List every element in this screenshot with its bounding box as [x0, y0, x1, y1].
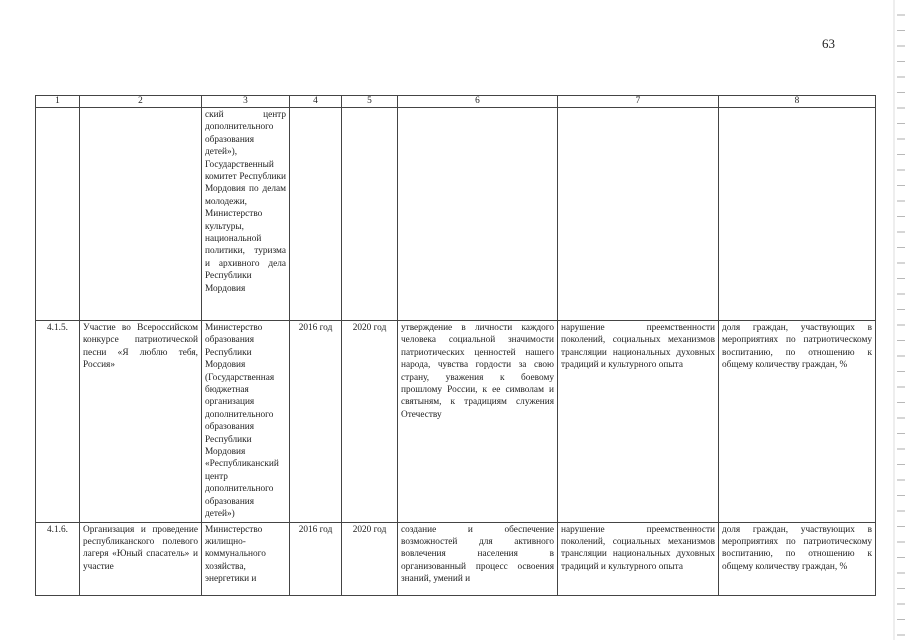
cell-result: создание и обеспечение возможностей для активного вовлечения населения в организованный процесс освоения знаний, умений и	[398, 522, 558, 595]
cell-indicator: доля граждан, участвующих в мероприятиях по патриотическому воспитанию, по отношению к общему количеству граждан, %	[719, 522, 876, 595]
scan-edge-line	[893, 0, 895, 640]
col-header-4: 4	[290, 96, 342, 108]
col-header-5: 5	[342, 96, 398, 108]
cell-end: 2020 год	[342, 522, 398, 595]
cell-executors: Министерство жилищно-коммунального хозяйства, энергетики и	[202, 522, 290, 595]
col-header-3: 3	[202, 96, 290, 108]
cell-result: утверждение в личности каждого человека социальной значимости патриотических ценностей нашего народа, чувства гордости за свою страну, уважения к боевому прошлому России, к ее символам и святыням, к традициям служения Отечеству	[398, 321, 558, 523]
cell-num: 4.1.5.	[36, 321, 80, 523]
cell-indicator	[719, 108, 876, 321]
page-number: 63	[822, 36, 835, 51]
cell-start: 2016 год	[290, 522, 342, 595]
cell-num	[36, 108, 80, 321]
cell-event	[80, 108, 202, 321]
cell-start	[290, 108, 342, 321]
cell-consequence	[558, 108, 719, 321]
scan-edge-artifact	[897, 0, 905, 640]
header-row	[36, 96, 876, 108]
table-row	[36, 108, 876, 321]
cell-consequence: нарушение преемственности поколений, социальных механизмов трансляции национальных духовных традиций и культурного опыта	[558, 321, 719, 523]
cell-start: 2016 год	[290, 321, 342, 523]
cell-executors: Министерство образования Республики Мордовия (Государственная бюджетная организация дополнительного образования Республики Мордовия «Республиканский центр дополнительного образования детей»)	[202, 321, 290, 523]
col-header-2: 2	[80, 96, 202, 108]
cell-end: 2020 год	[342, 321, 398, 523]
cell-event: Организация и проведение республиканского полевого лагеря «Юный спасатель» и участие	[80, 522, 202, 595]
col-header-7: 7	[558, 96, 719, 108]
table-row	[36, 522, 876, 595]
cell-indicator: доля граждан, участвующих в мероприятиях по патриотическому воспитанию, по отношению к общему количеству граждан, %	[719, 321, 876, 523]
cell-executors: ский центр дополнительного образования детей»), Государственный комитет Республики Мордовия по делам молодежи, Министерство культуры, национальной политики, туризма и архивного дела Республики Мордовия	[202, 108, 290, 321]
table-row	[36, 321, 876, 523]
col-header-6: 6	[398, 96, 558, 108]
col-header-1: 1	[36, 96, 80, 108]
cell-event: Участие во Всероссийском конкурсе патриотической песни «Я люблю тебя, Россия»	[80, 321, 202, 523]
col-header-8: 8	[719, 96, 876, 108]
cell-num: 4.1.6.	[36, 522, 80, 595]
cell-consequence: нарушение преемственности поколений, социальных механизмов трансляции национальных духовных традиций и культурного опыта	[558, 522, 719, 595]
cell-end	[342, 108, 398, 321]
cell-result	[398, 108, 558, 321]
measures-table	[35, 95, 876, 596]
